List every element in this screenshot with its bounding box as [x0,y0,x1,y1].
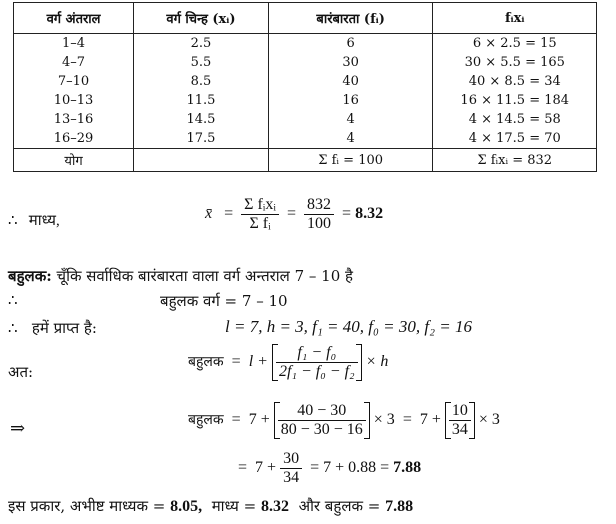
table-cell: 13–16 [14,110,134,129]
table-cell: 5.5 [134,53,269,72]
fraction-numerator: 832 [307,196,332,213]
fraction-numerator: 10 [451,402,468,419]
table-cell: 4 [268,129,433,149]
formula-bracket [272,344,362,381]
total-empty [134,149,269,172]
equals-sign: = [238,459,248,477]
table-cell: 16 × 11.5 = 184 [433,91,597,110]
values-label [8,318,97,338]
mean-fraction-symbolic [241,196,279,233]
conclusion-text-3: और बहुलक = [298,497,381,515]
mean-label [8,210,60,230]
table-cell: 2.5 [134,34,269,54]
equals-sign: = [287,205,297,223]
header-class-mark: वर्ग चिन्ह (xᵢ) [134,3,269,34]
table-cell: 6 × 2.5 = 15 [433,34,597,54]
fraction-numerator: 40 − 30 [297,402,347,419]
table-cell: 16–29 [14,129,134,149]
simplified-fraction [449,402,471,439]
mode-intro-text: चूँकि सर्वाधिक बारंबारता वाला वर्ग अन्तराल 7 – 10 है [56,267,353,285]
hence-label: अत: [8,363,34,381]
seven-plus: 7 + [255,459,277,477]
total-frequency: Σ fᵢ = 100 [268,149,433,172]
equals-sign: = [231,411,241,429]
table-row [14,53,597,72]
formula-l: l + [248,353,268,371]
mode-value: 7.88 [385,498,414,515]
simplified-bracket [445,402,475,439]
equals-sign: = [342,205,352,223]
seven-plus: 7 + [419,411,441,429]
mode-intro [8,266,353,286]
mode-result: 7.88 [393,459,422,477]
mode-heading: बहुलक: [8,267,52,285]
table-row [14,34,597,54]
table-cell: 40 [268,72,433,91]
table-cell: 17.5 [134,129,269,149]
implies-arrow: ⇒ [10,418,26,438]
fraction-denominator: 34 [280,468,302,487]
final-fraction [280,450,302,487]
fraction-denominator: 34 [449,420,471,439]
table-cell: 6 [268,34,433,54]
table-cell: 10–13 [14,91,134,110]
conclusion-line [8,496,413,516]
table-cell: 11.5 [134,91,269,110]
fraction-denominator: 80 − 30 − 16 [278,420,366,439]
mean-formula [205,196,383,233]
mean-result: 8.32 [355,205,384,223]
fraction-numerator: f₁ − f₀ [297,344,337,361]
table-cell: 16 [268,91,433,110]
fraction-numerator: 30 [283,450,300,467]
final-rest: = 7 + 0.88 = [310,459,390,477]
fraction-numerator: Σ fᵢxᵢ [244,196,277,213]
header-frequency: बारंबारता (fᵢ) [268,3,433,34]
therefore-symbol: ∴ [8,319,18,337]
mode-formula [188,344,388,381]
table-row [14,91,597,110]
mean-word: माध्य, [28,213,60,229]
table-cell: 1–4 [14,34,134,54]
mode-word: बहुलक [188,354,224,371]
therefore-symbol: ∴ [8,291,18,309]
table-cell: 4 × 17.5 = 70 [433,129,597,149]
table-cell: 8.5 [134,72,269,91]
mode-word: बहुलक [188,412,224,429]
table-cell: 4–7 [14,53,134,72]
equals-sign: = [224,205,234,223]
table-header-row [14,3,597,34]
total-label: योग [14,149,134,172]
table-row [14,129,597,149]
header-class-interval: वर्ग अंतराल [14,3,134,34]
final-calculation [238,450,421,487]
given-values: l = 7, h = 3, f₁ = 40, f₀ = 30, f₂ = 16 [225,317,472,336]
times-three: × 3 [373,411,395,429]
table-cell: 30 × 5.5 = 165 [433,53,597,72]
total-fx: Σ fᵢxᵢ = 832 [433,149,597,172]
times-three: × 3 [478,411,500,429]
fraction-denominator: 100 [304,214,334,233]
header-fx: fᵢxᵢ [433,3,597,34]
substitution-bracket [274,402,370,439]
table-cell: 40 × 8.5 = 34 [433,72,597,91]
modal-class-text: बहुलक वर्ग = 7 – 10 [160,292,288,310]
table-row [14,110,597,129]
mode-substitution [188,402,500,439]
mean-fraction-numeric [304,196,334,233]
conclusion-text-2: माध्य = [211,497,257,515]
table-total-row [14,149,597,172]
table-row [14,72,597,91]
substitution-fraction [278,402,366,439]
frequency-table [13,2,597,172]
xbar: x̄ [205,205,213,223]
mean-value: 8.32 [261,498,290,515]
equals-sign: = [231,353,241,371]
conclusion-text-1: इस प्रकार, अभीष्ट माध्यक = [8,497,166,515]
table-cell: 7–10 [14,72,134,91]
fraction-denominator: 2f₁ − f₀ − f₂ [276,362,358,381]
values-label-text: हमें प्राप्त है: [31,319,97,337]
table-cell: 30 [268,53,433,72]
seven-plus: 7 + [248,411,270,429]
fraction-denominator: Σ fᵢ [241,214,279,233]
median-value: 8.05, [170,498,203,515]
table-cell: 14.5 [134,110,269,129]
table-cell: 4 × 14.5 = 58 [433,110,597,129]
table-cell: 4 [268,110,433,129]
formula-fraction [276,344,358,381]
equals-sign: = [402,411,412,429]
modal-class-line [8,291,18,309]
therefore-symbol: ∴ [8,213,18,229]
formula-times-h: × h [365,353,389,371]
